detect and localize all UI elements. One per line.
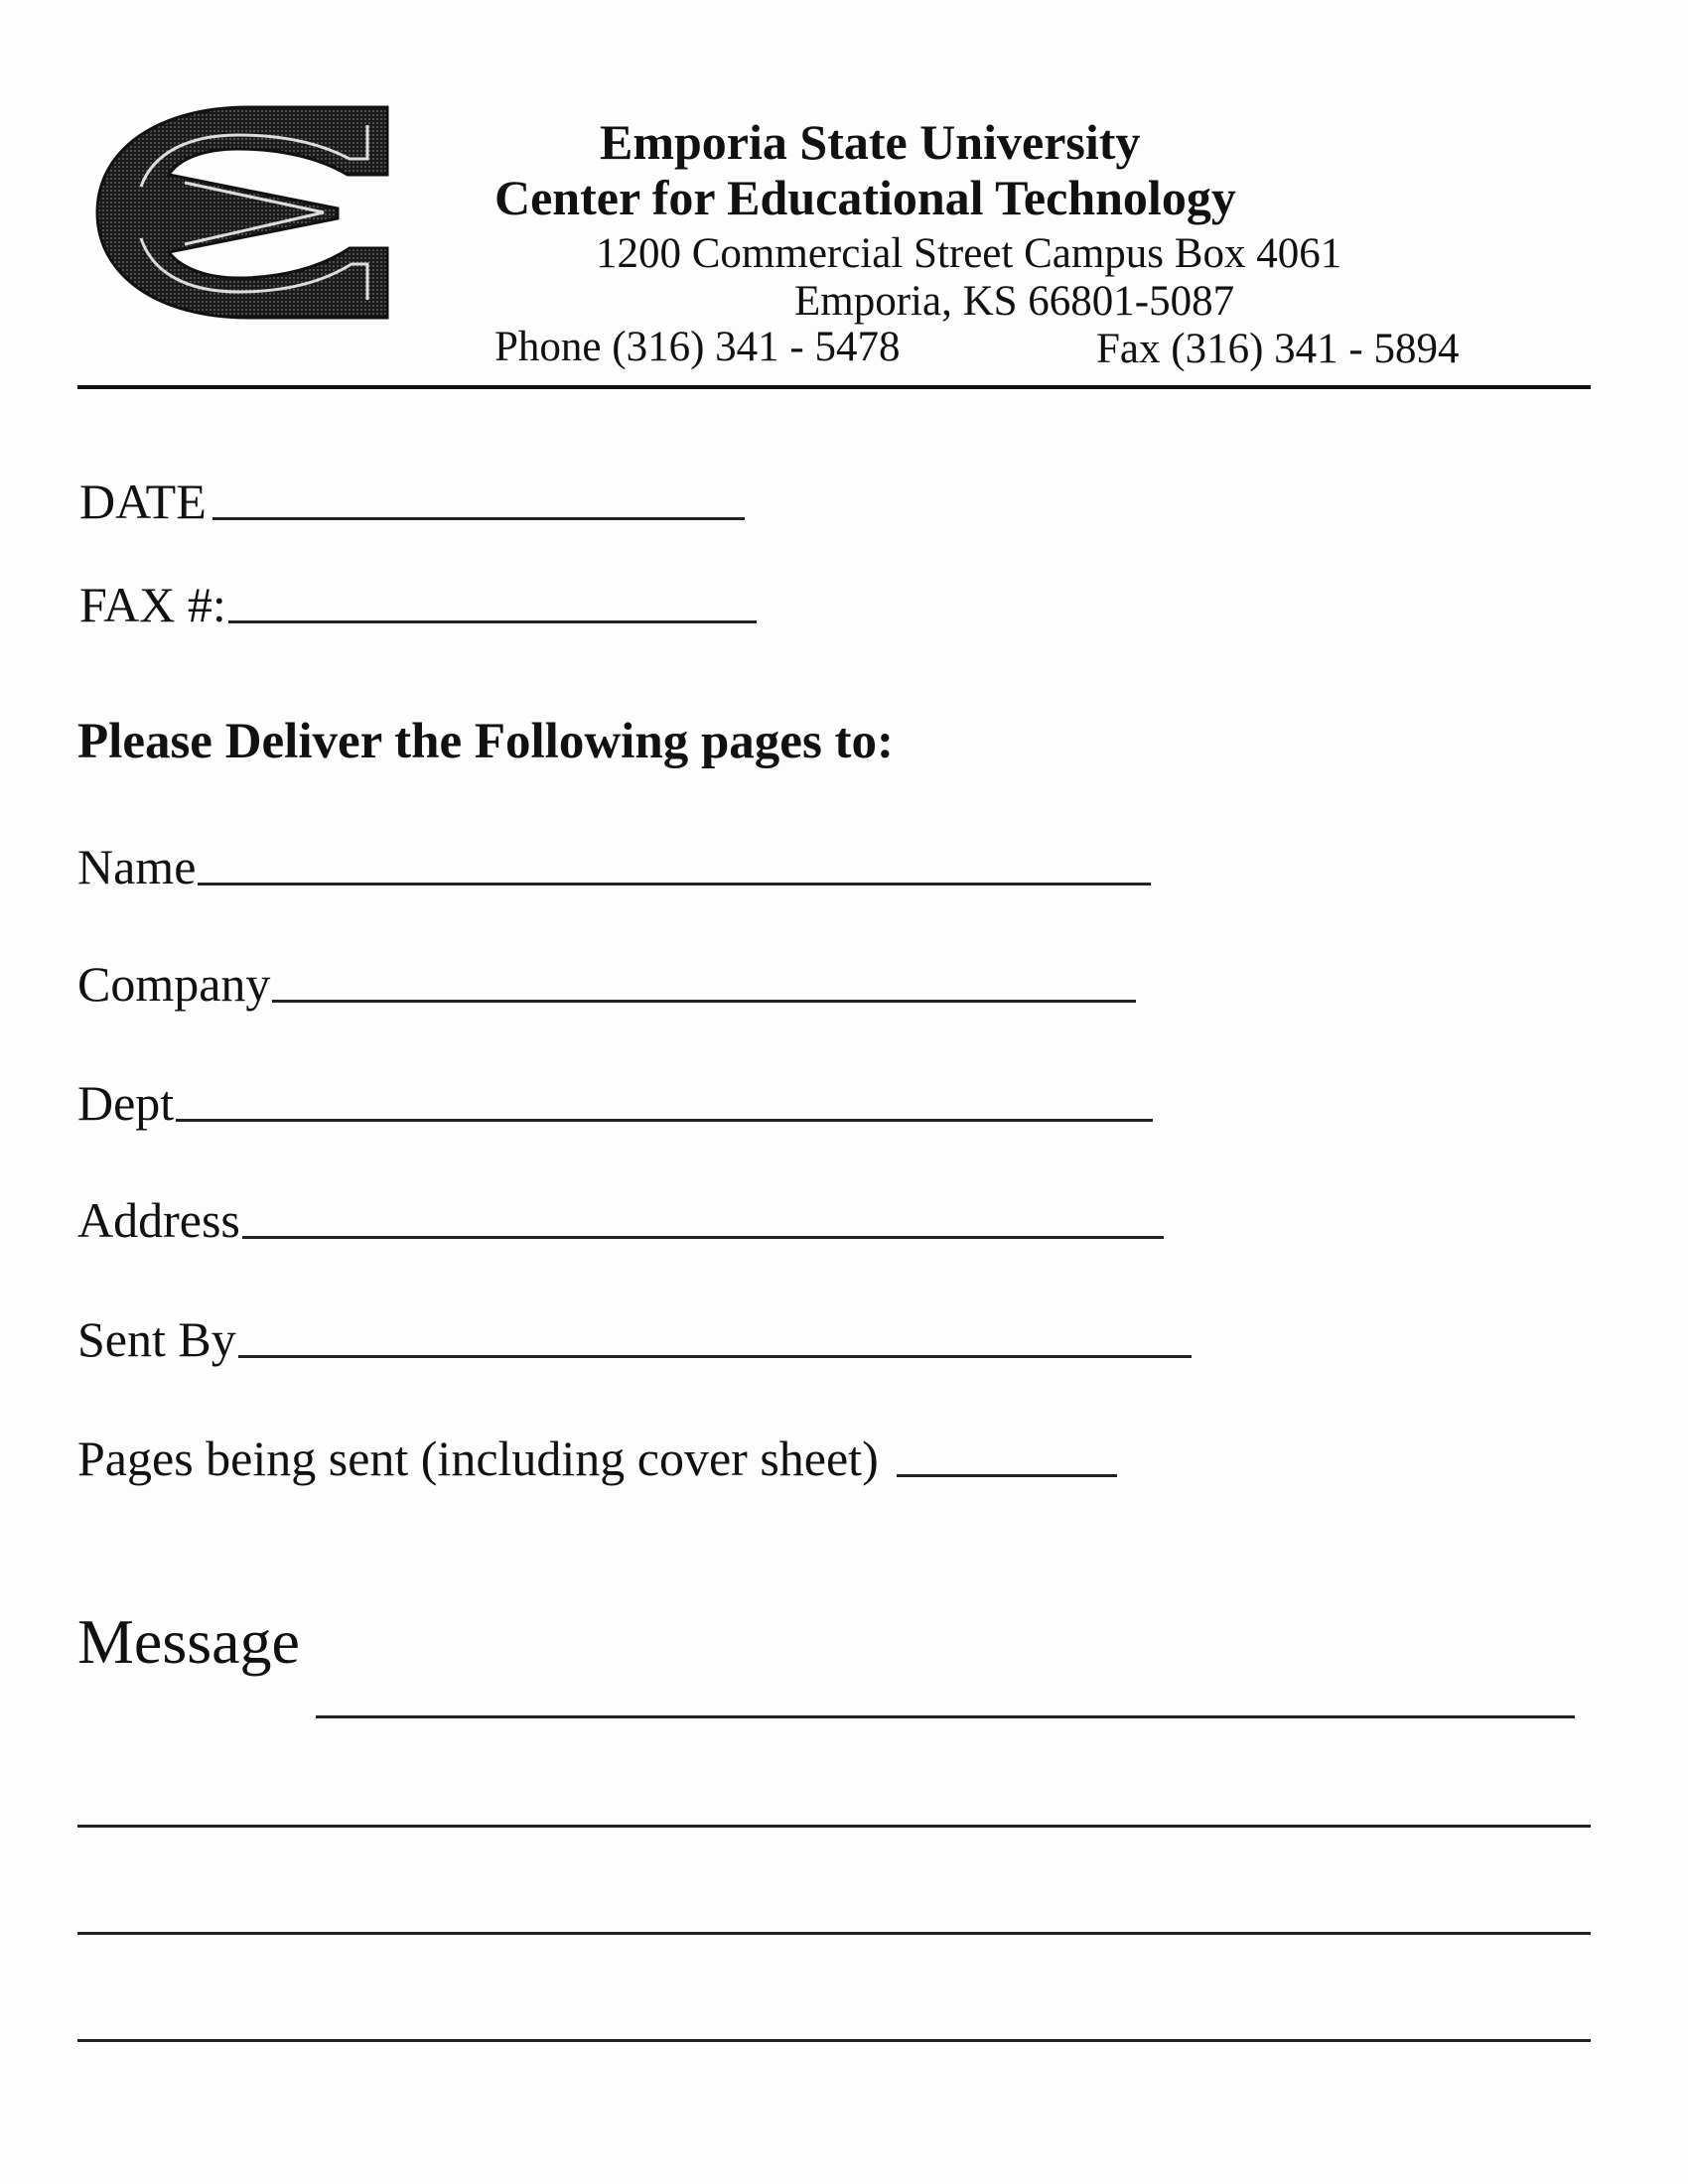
name-input-line[interactable] [198, 883, 1151, 886]
company-label: Company [77, 956, 271, 1012]
delivery-heading: Please Deliver the Following pages to: [77, 714, 895, 769]
date-field [79, 474, 745, 529]
message-label: Message [77, 1606, 300, 1677]
phone-number: Phone (316) 341 - 5478 [494, 324, 901, 370]
name-label: Name [77, 839, 197, 894]
message-line-4[interactable] [77, 2039, 1591, 2042]
address-label: Address [77, 1192, 240, 1248]
pages-label: Pages being sent (including cover sheet) [77, 1431, 879, 1486]
dept-input-line[interactable] [176, 1119, 1153, 1122]
pages-field [77, 1431, 1117, 1486]
pages-input-line[interactable] [897, 1474, 1117, 1477]
center-name: Center for Educational Technology [494, 170, 1236, 225]
message-line-2[interactable] [77, 1825, 1591, 1828]
sent-by-field [77, 1311, 1192, 1367]
fax-input-line[interactable] [228, 620, 757, 623]
company-input-line[interactable] [272, 1000, 1136, 1003]
emporia-e-logo-icon [89, 97, 397, 328]
fax-label: FAX #: [79, 577, 226, 632]
sent-by-label: Sent By [77, 1311, 236, 1367]
address-line-1: 1200 Commercial Street Campus Box 4061 [596, 230, 1342, 277]
fax-number: Fax (316) 341 - 5894 [1096, 326, 1460, 372]
university-name: Emporia State University [600, 114, 1141, 170]
company-field [77, 956, 1136, 1012]
address-line-2: Emporia, KS 66801-5087 [794, 278, 1235, 325]
address-field [77, 1192, 1164, 1248]
message-line-3[interactable] [77, 1932, 1591, 1935]
name-field [77, 839, 1151, 894]
address-input-line[interactable] [242, 1236, 1164, 1239]
dept-label: Dept [77, 1075, 175, 1131]
date-input-line[interactable] [212, 517, 745, 520]
dept-field [77, 1075, 1153, 1131]
header-divider [77, 385, 1591, 389]
date-label: DATE [79, 474, 207, 529]
fax-field [79, 577, 757, 632]
sent-by-input-line[interactable] [238, 1355, 1192, 1358]
message-line-1[interactable] [316, 1715, 1575, 1718]
